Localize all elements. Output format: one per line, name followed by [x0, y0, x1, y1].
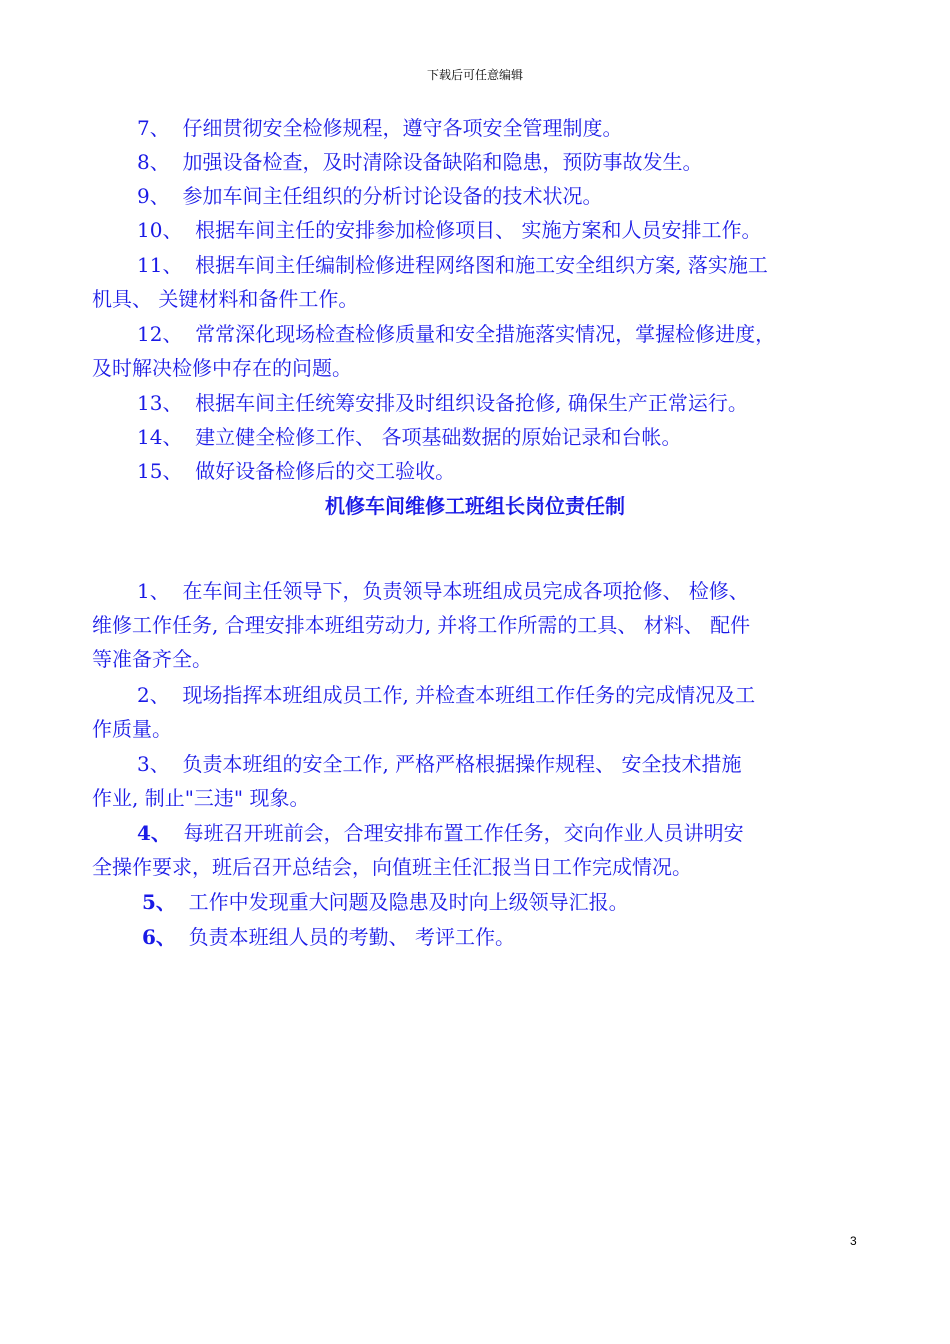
item-number: 13、 — [137, 391, 183, 415]
item-number: 14、 — [137, 425, 183, 449]
list-item — [92, 317, 862, 385]
list-item — [92, 213, 862, 247]
item-text: 现场指挥本班组成员工作, 并检查本班组工作任务的完成情况及工 — [182, 683, 756, 707]
item-text-continued: 全操作要求，班后召开总结会，向值班主任汇报当日工作完成情况。 — [92, 855, 692, 879]
item-number: 12、 — [137, 322, 183, 346]
list-item — [92, 420, 862, 454]
item-text: 加强设备检查，及时清除设备缺陷和隐患，预防事故发生。 — [182, 150, 703, 174]
section-title: 机修车间维修工班组长岗位责任制 — [325, 494, 625, 518]
item-number: 1、 — [137, 579, 170, 603]
item-text: 每班召开班前会，合理安排布置工作任务，交向作业人员讲明安 — [183, 821, 744, 845]
list-item — [92, 920, 862, 954]
item-text-continued: 作业, 制止"三违" 现象。 — [92, 786, 310, 810]
page-header: 下载后可任意编辑 — [426, 68, 523, 82]
item-text: 负责本班组的安全工作, 严格严格根据操作规程、 安全技术措施 — [182, 752, 742, 776]
item-text: 根据车间主任统筹安排及时组织设备抢修, 确保生产正常运行。 — [195, 391, 748, 415]
item-number: 15、 — [137, 459, 183, 483]
item-number: 6、 — [142, 925, 176, 949]
item-text: 根据车间主任编制检修进程网络图和施工安全组织方案, 落实施工 — [195, 253, 768, 277]
item-number: 3、 — [137, 752, 170, 776]
item-number: 2、 — [137, 683, 170, 707]
list-item — [92, 454, 862, 488]
item-number: 5、 — [142, 890, 176, 914]
item-text-continued: 等准备齐全。 — [92, 647, 212, 671]
list-item — [92, 145, 862, 179]
item-number: 8、 — [137, 150, 170, 174]
item-number: 4、 — [137, 821, 171, 845]
item-text-continued: 及时解决检修中存在的问题。 — [92, 356, 352, 380]
list-item — [92, 386, 862, 420]
item-number: 9、 — [137, 184, 170, 208]
item-number: 11、 — [137, 253, 183, 277]
list-item — [92, 678, 862, 746]
item-text: 在车间主任领导下，负责领导本班组成员完成各项抢修、 检修、 — [182, 579, 749, 603]
page-number: 3 — [850, 1234, 857, 1248]
item-text: 常常深化现场检查检修质量和安全措施落实情况，掌握检修进度， — [195, 322, 776, 346]
item-number: 7、 — [137, 116, 170, 140]
item-text: 工作中发现重大问题及隐患及时向上级领导汇报。 — [188, 890, 629, 914]
list-item — [92, 885, 862, 919]
item-text: 建立健全检修工作、 各项基础数据的原始记录和台帐。 — [195, 425, 682, 449]
list-item — [92, 816, 862, 884]
item-text-continued: 作质量。 — [92, 717, 172, 741]
item-text: 参加车间主任组织的分析讨论设备的技术状况。 — [182, 184, 603, 208]
item-text-continued: 维修工作任务, 合理安排本班组劳动力, 并将工作所需的工具、 材料、 配件 — [92, 613, 751, 637]
item-text: 仔细贯彻安全检修规程，遵守各项安全管理制度。 — [182, 116, 623, 140]
item-text: 做好设备检修后的交工验收。 — [195, 459, 456, 483]
list-item — [92, 179, 862, 213]
list-item — [92, 574, 862, 676]
list-item — [92, 248, 862, 316]
item-text: 根据车间主任的安排参加检修项目、 实施方案和人员安排工作。 — [195, 218, 762, 242]
list-item — [92, 747, 862, 815]
item-text: 负责本班组人员的考勤、 考评工作。 — [188, 925, 515, 949]
item-text-continued: 机具、 关键材料和备件工作。 — [92, 287, 359, 311]
item-number: 10、 — [137, 218, 183, 242]
list-item — [92, 111, 862, 145]
